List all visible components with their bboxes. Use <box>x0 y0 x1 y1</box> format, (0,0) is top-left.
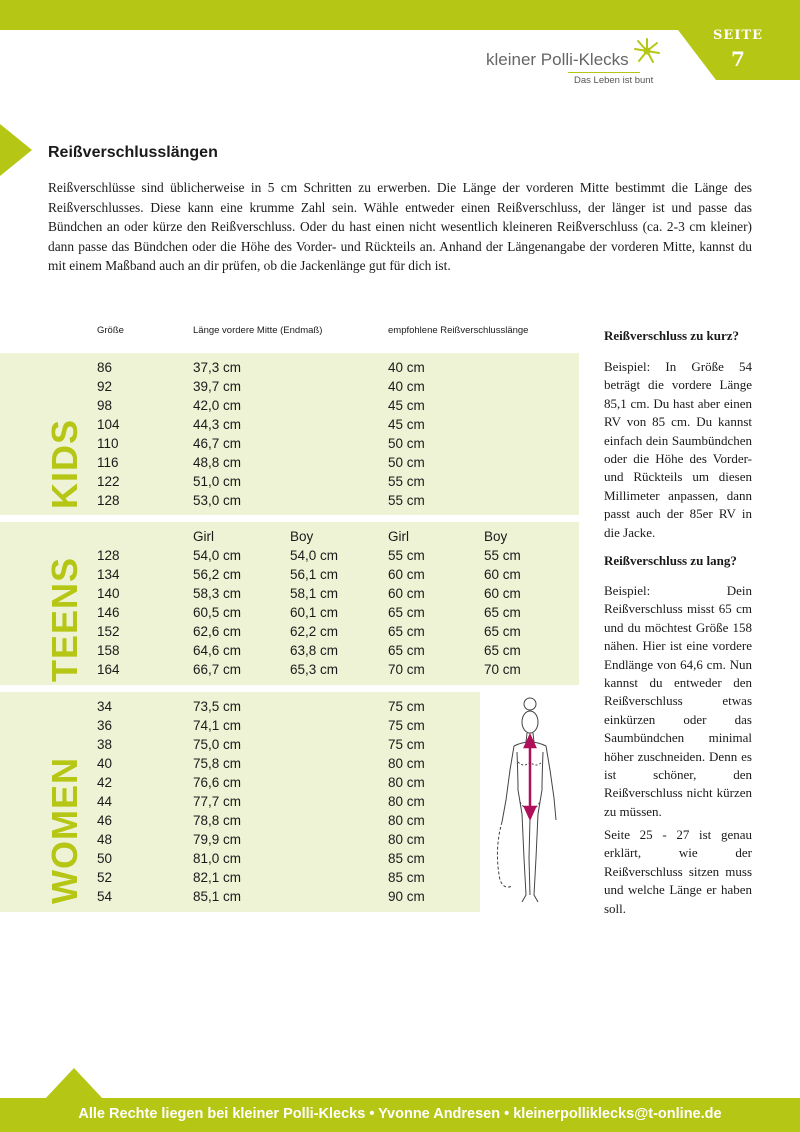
table-cell: 80 cm <box>388 756 425 771</box>
table-cell: 122 <box>97 474 120 489</box>
table-cell: 65 cm <box>484 624 521 639</box>
table-cell: 116 <box>97 455 119 470</box>
table-cell: 60 cm <box>388 586 425 601</box>
table-cell: 37,3 cm <box>193 360 242 375</box>
table-cell: 55 cm <box>388 474 425 489</box>
table-cell: 65 cm <box>484 605 521 620</box>
table-cell: 44 <box>97 794 113 809</box>
subheader-girl: Girl <box>388 529 409 544</box>
page-label: SEITE <box>713 28 763 43</box>
page-number-tab <box>672 22 800 80</box>
header-size: Größe <box>97 325 124 336</box>
logo-underline <box>568 72 640 73</box>
table-cell: 50 cm <box>388 455 425 470</box>
table-cell: 66,7 cm <box>193 662 242 677</box>
table-cell: 62,6 cm <box>193 624 242 639</box>
table-cell: 55 cm <box>484 548 521 563</box>
table-cell: 60 cm <box>484 586 521 601</box>
table-cell: 76,6 cm <box>193 775 242 790</box>
table-cell: 52 <box>97 870 113 885</box>
table-cell: 70 cm <box>484 662 521 677</box>
table-cell: 80 cm <box>388 813 425 828</box>
kids-band <box>0 353 579 515</box>
table-cell: 56,2 cm <box>193 567 242 582</box>
table-cell: 104 <box>97 417 120 432</box>
table-cell: 50 <box>97 851 113 866</box>
table-cell: 75,0 cm <box>193 737 242 752</box>
table-cell: 44,3 cm <box>193 417 242 432</box>
teens-band <box>0 522 579 685</box>
table-cell: 92 <box>97 379 113 394</box>
table-cell: 48 <box>97 832 113 847</box>
table-cell: 60,1 cm <box>290 605 339 620</box>
table-cell: 128 <box>97 548 120 563</box>
table-cell: 60,5 cm <box>193 605 242 620</box>
splash-icon <box>632 36 662 66</box>
table-cell: 65 cm <box>388 605 425 620</box>
table-cell: 48,8 cm <box>193 455 242 470</box>
table-cell: 75 cm <box>388 737 425 752</box>
table-cell: 82,1 cm <box>193 870 242 885</box>
table-cell: 64,6 cm <box>193 643 242 658</box>
table-cell: 65,3 cm <box>290 662 339 677</box>
table-cell: 60 cm <box>388 567 425 582</box>
table-cell: 60 cm <box>484 567 521 582</box>
footer-triangle <box>44 1068 104 1100</box>
table-cell: 40 cm <box>388 360 425 375</box>
table-cell: 75 cm <box>388 718 425 733</box>
table-cell: 75,8 cm <box>193 756 242 771</box>
table-cell: 80 cm <box>388 775 425 790</box>
table-cell: 46 <box>97 813 113 828</box>
table-cell: 54 <box>97 889 113 904</box>
table-cell: 55 cm <box>388 548 425 563</box>
table-cell: 36 <box>97 718 113 733</box>
table-cell: 53,0 cm <box>193 493 242 508</box>
subheader-boy: Boy <box>484 529 508 544</box>
table-cell: 85 cm <box>388 851 425 866</box>
table-cell: 70 cm <box>388 662 425 677</box>
table-cell: 80 cm <box>388 794 425 809</box>
table-cell: 77,7 cm <box>193 794 242 809</box>
table-cell: 81,0 cm <box>193 851 242 866</box>
table-cell: 73,5 cm <box>193 699 242 714</box>
subheader-boy: Boy <box>290 529 314 544</box>
long-zipper-text: Beispiel: Dein Reißverschluss misst 65 cm und du möchtest Größe 158 nähen. Hier ist eine vordere Endlänge von 64,6 cm. Nun kannst du entweder den Reißverschluss etwas einkürzen oder das Saumbündchen minimal höher zuschneiden. Denn es ist schöner, den Reißverschluss nicht kürzen zu müssen. <box>604 583 752 819</box>
table-cell: 164 <box>97 662 120 677</box>
table-cell: 65 cm <box>388 643 425 658</box>
logo-name: kleiner Polli-Klecks <box>486 50 629 69</box>
woman-figure-illustration <box>484 690 564 910</box>
table-cell: 51,0 cm <box>193 474 242 489</box>
logo-slogan: Das Leben ist bunt <box>574 75 654 86</box>
intro-paragraph: Reißverschlüsse sind üblicherweise in 5 cm Schritten zu erwerben. Die Länge der vorderen Mitte bestimmt die Länge des Reißverschlusses. Diese kann eine krumme Zahl sein. Wähle entweder einen Reißverschluss, der länger ist und passe das Bündchen an oder kürze den Reißverschluss. Oder du hast einen nicht wesentlich kleineren Reißverschluss (ca. 2-3 cm kleiner) dann passe das Bündchen oder die Höhe des Vorder- und Rückteils an. Anhand der Längenangabe der vorderen Mitte, kannst du mit einem Maßband auch an dir prüfen, ob die Jackenlänge gut für dich ist. <box>48 180 752 274</box>
table-cell: 58,1 cm <box>290 586 339 601</box>
table-cell: 65 cm <box>484 643 521 658</box>
header-zip: empfohlene Reißverschlusslänge <box>388 325 529 336</box>
table-cell: 74,1 cm <box>193 718 242 733</box>
brand-logo <box>486 44 666 90</box>
table-cell: 90 cm <box>388 889 425 904</box>
subheader-girl: Girl <box>193 529 214 544</box>
table-cell: 98 <box>97 398 113 413</box>
left-edge-triangle <box>0 124 32 176</box>
table-cell: 54,0 cm <box>193 548 242 563</box>
long-zipper-title: Reißverschluss zu lang? <box>604 553 737 568</box>
table-cell: 39,7 cm <box>193 379 242 394</box>
table-cell: 134 <box>97 567 120 582</box>
table-cell: 38 <box>97 737 113 752</box>
table-cell: 78,8 cm <box>193 813 242 828</box>
page-number: 7 <box>731 47 745 71</box>
table-cell: 128 <box>97 493 120 508</box>
table-cell: 85 cm <box>388 870 425 885</box>
table-cell: 158 <box>97 643 120 658</box>
header-length: Länge vordere Mitte (Endmaß) <box>193 325 323 336</box>
table-cell: 63,8 cm <box>290 643 339 658</box>
table-cell: 56,1 cm <box>290 567 339 582</box>
page-reference-text: Seite 25 - 27 ist genau erklärt, wie der Reißverschluss sitzen muss und welche Länge er haben soll. <box>604 827 752 916</box>
table-cell: 42,0 cm <box>193 398 242 413</box>
table-cell: 86 <box>97 360 113 375</box>
table-cell: 54,0 cm <box>290 548 339 563</box>
table-cell: 152 <box>97 624 120 639</box>
kids-label: KIDS <box>44 418 85 509</box>
table-cell: 110 <box>97 436 119 451</box>
table-cell: 55 cm <box>388 493 425 508</box>
table-cell: 75 cm <box>388 699 425 714</box>
table-cell: 140 <box>97 586 120 601</box>
short-zipper-title: Reißverschluss zu kurz? <box>604 328 740 343</box>
table-cell: 34 <box>97 699 113 714</box>
footer-bar: Alle Rechte liegen bei kleiner Polli-Klecks • Yvonne Andresen • kleinerpolliklecks@t-online.de <box>0 1098 800 1132</box>
table-cell: 62,2 cm <box>290 624 339 639</box>
table-cell: 40 <box>97 756 113 771</box>
table-cell: 58,3 cm <box>193 586 242 601</box>
table-cell: 65 cm <box>388 624 425 639</box>
table-cell: 45 cm <box>388 417 425 432</box>
table-cell: 79,9 cm <box>193 832 242 847</box>
table-cell: 50 cm <box>388 436 425 451</box>
table-cell: 42 <box>97 775 113 790</box>
short-zipper-text: Beispiel: In Größe 54 beträgt die vordere Länge 85,1 cm. Du hast aber einen RV von 85 cm. Du kannst einfach dein Saumbündchen oder die Höhe des Vorder- und Rückteils um diesen Millimeter anpassen, dann passt auch der 85er RV in die Jacke. <box>604 359 752 540</box>
table-cell: 46,7 cm <box>193 436 242 451</box>
table-cell: 40 cm <box>388 379 425 394</box>
page-title: Reißverschlusslängen <box>48 144 218 161</box>
table-cell: 85,1 cm <box>193 889 242 904</box>
women-label: WOMEN <box>44 757 85 904</box>
table-cell: 146 <box>97 605 120 620</box>
table-cell: 80 cm <box>388 832 425 847</box>
table-cell: 45 cm <box>388 398 425 413</box>
teens-label: TEENS <box>44 556 85 682</box>
